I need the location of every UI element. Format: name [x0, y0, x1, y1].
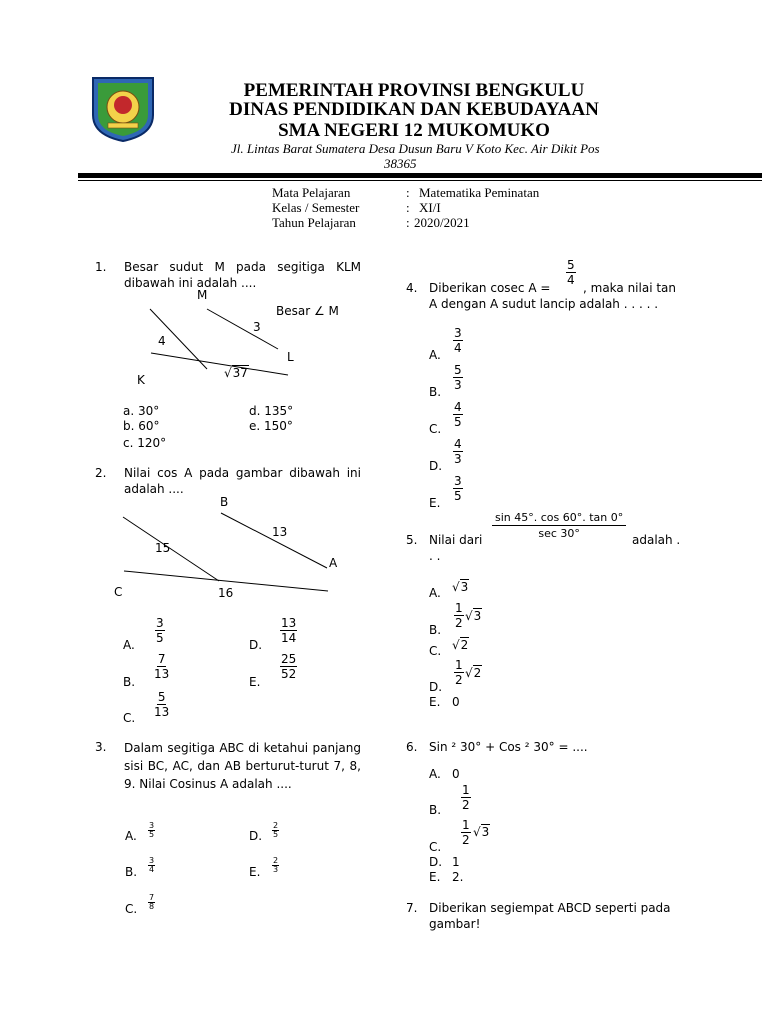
q5-option-a-root: √3: [452, 580, 469, 594]
info-subject-sep: :: [406, 185, 410, 200]
q3-a-den: 5: [149, 830, 155, 839]
q3-option-d-fraction: [272, 822, 279, 839]
info-class-sep: :: [406, 200, 410, 215]
q5-denominator: sec 30°: [538, 527, 580, 540]
q4-option-a-fraction: [453, 326, 463, 355]
q3-option-a-fraction: [148, 822, 155, 839]
q5-option-d-root: √2: [465, 666, 482, 680]
q3-option-e-fraction: [272, 857, 279, 874]
q1-label-m: M: [197, 288, 208, 302]
header-thin-rule: [78, 180, 762, 181]
header-thick-rule: [78, 173, 762, 178]
q5-option-b[interactable]: B.: [429, 623, 442, 637]
q4-b-num: 5: [454, 363, 462, 377]
q4-a-den: 4: [454, 341, 462, 355]
q4-e-den: 5: [454, 489, 462, 503]
q3-option-e[interactable]: E.: [249, 865, 261, 879]
q7-text: Diberikan segiempat ABCD seperti pada gambar!: [429, 901, 671, 931]
header-government: PEMERINTAH PROVINSI BENGKULU: [243, 80, 585, 101]
q1-side-root37-value: 37: [232, 366, 248, 380]
info-class-value: XI/I: [419, 200, 441, 215]
q3-b-num: 3: [149, 856, 155, 865]
q3-b-den: 4: [149, 865, 155, 874]
q2-c-den: 13: [154, 705, 170, 719]
q5-option-d-fraction: [454, 658, 464, 687]
q4-option-a[interactable]: A.: [429, 348, 441, 362]
q1-option-b[interactable]: b. 60°: [123, 419, 160, 433]
q2-a-num: 3: [156, 616, 164, 630]
q3-d-num: 2: [273, 821, 279, 830]
q1-option-e[interactable]: e. 150°: [249, 419, 293, 433]
q4-option-d-fraction: [453, 437, 463, 466]
q6-option-e[interactable]: E.: [429, 870, 441, 884]
q1-angle-note: Besar ∠ M: [276, 304, 339, 318]
q1-side-3: 3: [253, 320, 261, 334]
q3-c-den: 8: [149, 902, 155, 911]
q6-c-num: 1: [462, 818, 470, 832]
q4-option-b[interactable]: B.: [429, 385, 442, 399]
q2-option-e[interactable]: E.: [249, 675, 261, 689]
q6-option-e-value: 2.: [452, 870, 464, 884]
q4-option-b-fraction: [453, 363, 463, 392]
q3-option-a[interactable]: A.: [125, 829, 137, 843]
q3-d-den: 5: [273, 830, 279, 839]
q2-option-c-fraction: [154, 690, 169, 719]
info-subject-label: Mata Pelajaran: [272, 185, 351, 200]
q5-option-e[interactable]: E.: [429, 695, 441, 709]
q6-b-den: 2: [462, 798, 470, 812]
q3-option-d[interactable]: D.: [249, 829, 263, 843]
q4-c-den: 5: [454, 415, 462, 429]
q3-option-b-fraction: [148, 857, 155, 874]
q6-option-c-fraction: [461, 818, 471, 847]
q5-c-root-value: 2: [460, 638, 469, 652]
q2-label-a: A: [329, 556, 338, 570]
school-address: Jl. Lintas Barat Sumatera Desa Dusun Baru V Koto Kec. Air Dikit Pos: [231, 141, 600, 156]
q5-expression-fraction: [492, 510, 626, 541]
q3-option-b[interactable]: B.: [125, 865, 138, 879]
q2-option-c[interactable]: C.: [123, 711, 136, 725]
q4-option-d[interactable]: D.: [429, 459, 443, 473]
q4-b-den: 3: [454, 378, 462, 392]
q2-d-den: 14: [281, 631, 297, 645]
q4-option-e-fraction: [453, 474, 463, 503]
q3-text: Dalam segitiga ABC di ketahui panjang sisi BC, AC, dan AB berturut-turut 7, 8, 9. Nilai Cosinus A adalah ....: [124, 741, 361, 791]
school-postal-code: 38365: [384, 156, 417, 171]
q2-number: 2.: [95, 466, 107, 480]
q5-a-root-value: 3: [460, 580, 469, 594]
q2-side-13: 13: [272, 525, 288, 539]
q5-d-num: 1: [455, 658, 463, 672]
q5-d-den: 2: [455, 673, 463, 687]
q2-label-c: C: [114, 585, 123, 599]
q6-b-num: 1: [462, 783, 470, 797]
q2-text: Nilai cos A pada gambar dibawah ini adalah ....: [124, 466, 361, 496]
q7-number: 7.: [406, 901, 418, 915]
q1-option-c[interactable]: c. 120°: [123, 436, 167, 450]
q5-b-num: 1: [455, 601, 463, 615]
q2-option-e-fraction: [280, 652, 297, 681]
q4-text-b: , maka nilai tan: [583, 281, 677, 295]
q5-option-b-fraction: [454, 601, 464, 630]
q5-text-a: Nilai dari: [429, 533, 483, 547]
q2-d-num: 13: [281, 616, 297, 630]
q2-e-den: 52: [281, 667, 297, 681]
info-year-value: 2020/2021: [414, 215, 470, 230]
q3-option-c[interactable]: C.: [125, 902, 138, 916]
q6-option-a[interactable]: A.: [429, 767, 441, 781]
q6-option-a-value: 0: [452, 767, 460, 781]
q1-text: Besar sudut M pada segitiga KLM dibawah ini adalah ....: [124, 260, 361, 290]
q1-option-a[interactable]: a. 30°: [123, 404, 160, 418]
info-subject-value: Matematika Peminatan: [419, 185, 540, 200]
q2-b-den: 13: [154, 667, 170, 681]
q5-b-root-value: 3: [473, 609, 482, 623]
q4-frac-num: 5: [567, 258, 575, 272]
q4-option-c[interactable]: C.: [429, 422, 442, 436]
q4-e-num: 3: [454, 474, 462, 488]
q1-side-root37: √37: [224, 366, 248, 380]
q5-option-e-value: 0: [452, 695, 460, 709]
q2-e-num: 25: [281, 652, 297, 666]
q2-a-den: 5: [156, 631, 164, 645]
q6-option-b[interactable]: B.: [429, 803, 442, 817]
q4-frac-den: 4: [567, 273, 575, 287]
q4-text-c: A dengan A sudut lancip adalah . . . . .: [429, 297, 659, 311]
q1-label-l: L: [287, 350, 294, 364]
q4-number: 4.: [406, 281, 418, 295]
q3-c-num: 7: [149, 893, 155, 902]
q2-label-b: B: [220, 495, 229, 509]
q2-option-d[interactable]: D.: [249, 638, 263, 652]
q2-option-b[interactable]: B.: [123, 675, 136, 689]
q5-number: 5.: [406, 533, 418, 547]
header-school: SMA NEGERI 12 MUKOMUKO: [278, 120, 550, 141]
q6-option-d-value: 1: [452, 855, 460, 869]
q4-text-a: Diberikan cosec A =: [429, 281, 551, 295]
q5-d-root-value: 2: [473, 666, 482, 680]
q5-option-a[interactable]: A.: [429, 586, 441, 600]
q2-side-15: 15: [155, 541, 171, 555]
q2-b-num: 7: [157, 652, 166, 666]
q6-text: Sin ² 30° + Cos ² 30° = ....: [429, 740, 588, 754]
q2-option-d-fraction: [280, 616, 297, 645]
q6-option-d[interactable]: D.: [429, 855, 443, 869]
q5-b-den: 2: [455, 616, 463, 630]
q5-text-c: . .: [429, 549, 441, 563]
q3-number: 3.: [95, 740, 107, 754]
q6-number: 6.: [406, 740, 418, 754]
q4-c-num: 4: [454, 400, 462, 414]
q6-option-c-root: √3: [473, 825, 490, 839]
q3-option-c-fraction: [148, 894, 155, 911]
q1-option-d[interactable]: d. 135°: [249, 404, 294, 418]
q3-e-den: 3: [273, 865, 279, 874]
q1-label-k: K: [137, 373, 145, 387]
q1-side-4: 4: [158, 334, 166, 348]
q6-c-root-value: 3: [481, 825, 490, 839]
q2-option-b-fraction: [154, 652, 169, 681]
q5-option-c[interactable]: C.: [429, 644, 442, 658]
q4-option-e[interactable]: E.: [429, 496, 441, 510]
q5-option-d[interactable]: D.: [429, 680, 443, 694]
info-year-sep: :: [406, 215, 410, 230]
q2-side-16: 16: [218, 586, 234, 600]
q3-a-num: 3: [149, 821, 155, 830]
info-year-label: Tahun Pelajaran: [272, 215, 356, 230]
q4-d-den: 3: [454, 452, 462, 466]
q5-text-b: adalah .: [632, 533, 681, 547]
q5-option-c-root: √2: [452, 638, 469, 652]
q6-option-b-fraction: [461, 783, 471, 812]
q4-option-c-fraction: [453, 400, 463, 429]
q1-number: 1.: [95, 260, 107, 274]
q2-option-a[interactable]: A.: [123, 638, 135, 652]
q2-option-a-fraction: [155, 616, 165, 645]
q6-option-c[interactable]: C.: [429, 840, 442, 854]
q5-numerator: sin 45°. cos 60°. tan 0°: [492, 510, 626, 526]
q5-option-b-root: √3: [465, 609, 482, 623]
info-class-label: Kelas / Semester: [272, 200, 360, 215]
q2-c-num: 5: [157, 690, 166, 704]
header-department: DINAS PENDIDIKAN DAN KEBUDAYAAN: [229, 99, 599, 120]
q4-d-num: 4: [454, 437, 462, 451]
q4-a-num: 3: [454, 326, 462, 340]
q3-e-num: 2: [273, 856, 279, 865]
q6-c-den: 2: [462, 833, 470, 847]
q4-cosec-fraction: [566, 258, 576, 287]
